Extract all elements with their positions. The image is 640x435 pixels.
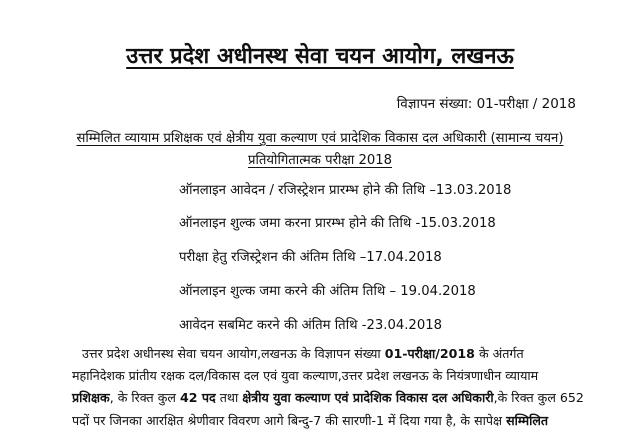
paragraph-bold-text: प्रशिक्षक <box>72 390 110 405</box>
date-fee-start: ऑनलाइन शुल्क जमा करना प्रारम्भ होने की तिथि -15.03.2018 <box>179 216 496 231</box>
paragraph-text: तथा <box>215 390 243 405</box>
paragraph-bold-text: 01-परीक्षा/2018 <box>384 346 475 361</box>
paragraph-text: , के रिक्त कुल <box>109 390 180 405</box>
advertisement-number: विज्ञापन संख्या: 01-परीक्षा / 2018 <box>396 96 576 112</box>
date-registration-end: परीक्षा हेतु रजिस्ट्रेशन की अंतिम तिथि –17.04.2018 <box>179 250 442 265</box>
exam-heading-line2: प्रतियोगितात्मक परीक्षा 2018 <box>247 153 393 168</box>
paragraph-bold-text: क्षेत्रीय युवा कल्याण एवं प्रादेशिक विकास दल अधिकारी <box>242 390 494 405</box>
date-submit-end: आवेदन सबमिट करने की अंतिम तिथि -23.04.2018 <box>179 318 442 333</box>
paragraph-text: उत्तर प्रदेश अधीनस्थ सेवा चयन आयोग,लखनऊ के विज्ञापन संख्या <box>82 346 385 361</box>
paragraph-text: पदों पर जिनका आरक्षित श्रेणीवार विवरण आगे बिन्दु-7 की सारणी-1 में दिया गया है, के सापेक्ष <box>72 413 507 428</box>
paragraph-bold-text: सम्मिलित <box>506 413 549 428</box>
date-fee-end: ऑनलाइन शुल्क जमा करने की अंतिम तिथि – 19.04.2018 <box>179 284 476 299</box>
paragraph-line4 <box>72 414 630 428</box>
paragraph-text: के अंतर्गत <box>474 346 524 361</box>
paragraph-line2: महानिदेशक प्रांतीय रक्षक दल/विकास दल एवं युवा कल्याण,उत्तर प्रदेश लखनऊ के नियंत्रणाधीन व्यायाम <box>72 368 539 383</box>
date-registration-start: ऑनलाइन आवेदन / रजिस्ट्रेशन प्रारम्भ होने की तिथि –13.03.2018 <box>179 183 512 198</box>
paragraph-text: ,के रिक्त कुल 652 <box>493 390 584 405</box>
paragraph-line1 <box>82 347 630 361</box>
paragraph-line3 <box>72 391 630 405</box>
document-title: उत्तर प्रदेश अधीनस्थ सेवा चयन आयोग, लखनऊ <box>126 44 514 69</box>
paragraph-bold-text: 42 पद <box>179 390 216 405</box>
exam-heading-line1: सम्मिलित व्यायाम प्रशिक्षक एवं क्षेत्रीय युवा कल्याण एवं प्रादेशिक विकास दल अधिकारी (सामान्य चयन) <box>76 131 564 146</box>
